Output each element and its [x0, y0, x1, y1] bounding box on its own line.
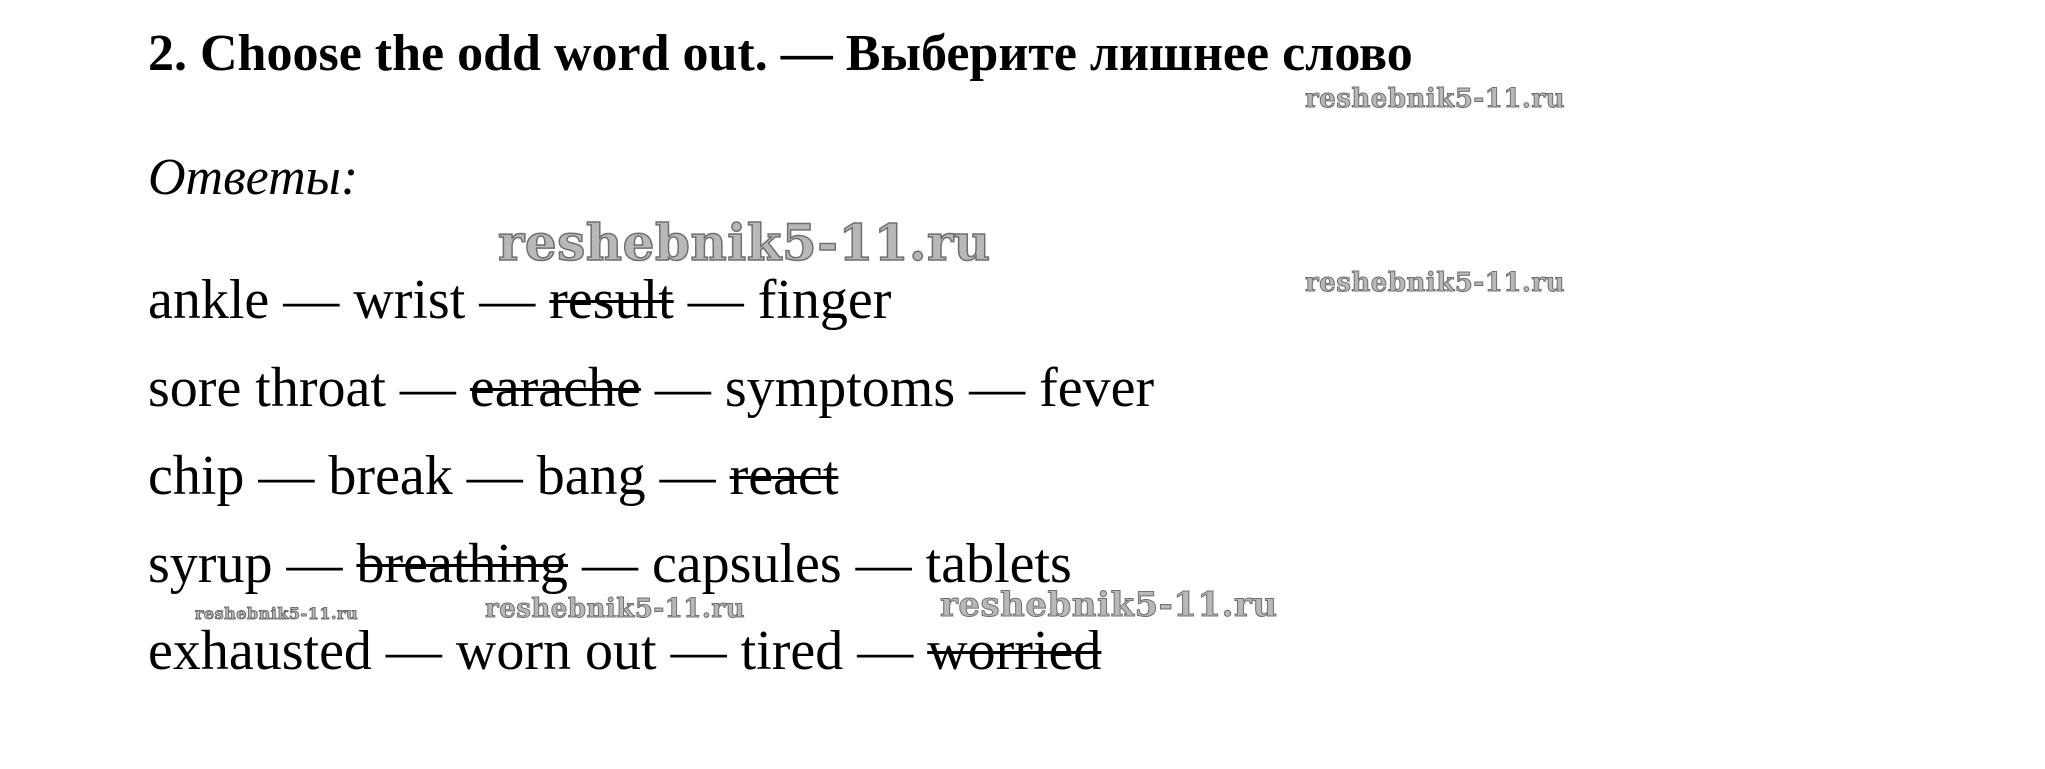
dash-separator: — — [452, 445, 537, 507]
watermark: reshebnik5-11.ru — [485, 594, 746, 624]
dash-separator: — — [385, 357, 470, 419]
odd-word-struck: react — [729, 445, 839, 507]
answer-word: chip — [148, 445, 245, 507]
odd-word-struck: breathing — [356, 533, 568, 595]
watermark: reshebnik5-11.ru — [498, 213, 991, 272]
answer-word: syrup — [148, 533, 273, 595]
answer-word: symptoms — [724, 357, 956, 419]
answer-word: capsules — [651, 533, 842, 595]
answer-word: fever — [1039, 357, 1155, 419]
watermark: reshebnik5-11.ru — [1305, 268, 1566, 298]
dash-separator: — — [272, 533, 357, 595]
dash-separator: — — [371, 620, 456, 682]
dash-separator: — — [269, 269, 354, 331]
answer-word: bang — [536, 445, 646, 507]
dash-separator: — — [640, 357, 725, 419]
dash-separator: — — [244, 445, 329, 507]
answer-word: finger — [757, 269, 892, 331]
odd-word-struck: result — [549, 269, 674, 331]
answer-word: ankle — [148, 269, 270, 331]
answer-line-4 — [148, 533, 1072, 595]
dash-separator: — — [656, 620, 741, 682]
odd-word-struck: earache — [469, 357, 641, 419]
dash-separator: — — [567, 533, 652, 595]
answer-line-5 — [148, 620, 1102, 682]
answer-word: tablets — [925, 533, 1072, 595]
answer-line-3 — [148, 445, 839, 507]
dash-separator: — — [841, 533, 926, 595]
answer-word: sore throat — [148, 357, 386, 419]
dash-separator: — — [843, 620, 928, 682]
answer-word: break — [328, 445, 453, 507]
watermark: reshebnik5-11.ru — [940, 585, 1278, 625]
answer-word: wrist — [353, 269, 466, 331]
exercise-title: 2. Choose the odd word out. — Выберите лишнее слово — [148, 25, 1413, 82]
answer-word: tired — [740, 620, 844, 682]
answers-label: Ответы: — [148, 149, 359, 206]
answer-line-1 — [148, 269, 892, 331]
odd-word-struck: worried — [927, 620, 1102, 682]
dash-separator: — — [673, 269, 758, 331]
answer-line-2 — [148, 357, 1155, 419]
dash-separator: — — [645, 445, 730, 507]
watermark: reshebnik5-11.ru — [1305, 84, 1566, 114]
watermark: reshebnik5-11.ru — [195, 604, 359, 623]
dash-separator: — — [955, 357, 1040, 419]
answer-word: exhausted — [148, 620, 372, 682]
answer-word: worn out — [455, 620, 657, 682]
dash-separator: — — [465, 269, 550, 331]
